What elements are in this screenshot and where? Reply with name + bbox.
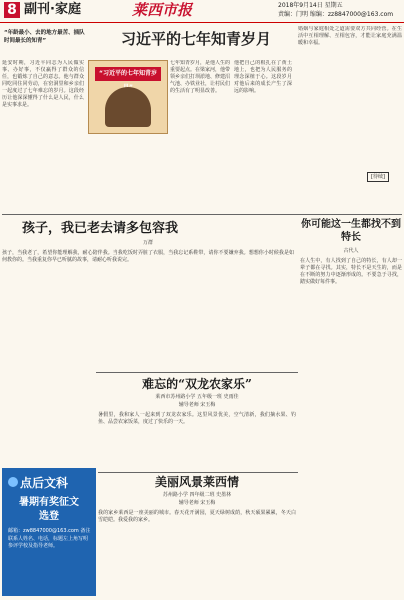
bubble-icon [8, 477, 18, 487]
main-body-col2: 七年知青岁月，是他人生的重要起点。在梁家河，他带领乡亲们打坝淤地、修建沼气池、办铁业社，让村民们的生活有了明显改善。 [170, 60, 230, 94]
cuisine-title: 孩子，我已老去请多包容我 [22, 221, 179, 236]
scenery-block [98, 474, 296, 598]
skills-byline: 古代人 [343, 248, 359, 254]
farm-title: 难忘的“双龙农家乐” [142, 377, 252, 391]
ad-logo: 点后文科 [8, 474, 68, 491]
main-body-col1: 延安时期，习近平同志为人民做实事、办好事，不仅赢得了群众的信任，也锻炼了自己的意志。他与群众同吃同住同劳动，在窑洞里和乡亲们一起度过了七年难忘的岁月。这段经历让他深深懂得了什么是人民，什么是实事求是。 [2, 60, 84, 108]
farm-body: 暑假里，我和家人一起来到了双龙农家乐。这里风景优美，空气清新，我们摘水果、钓鱼、品尝农家饭菜，度过了快乐的一天。 [98, 412, 296, 425]
editor-info: 责编：门明 缩编：zz8847000@163.com [278, 11, 394, 18]
scenery-body: 我的家乡莱西是一座美丽的城市。春天花开满园，夏天绿树成荫，秋天硕果累累，冬天白雪皑皑。我爱我的家乡。 [98, 510, 296, 523]
main-title: 习近平的七年知青岁月 [120, 30, 271, 48]
cuisine-body: 孩子，当我老了，希望你能理解我，耐心陪伴我。当我吃饭时弄脏了衣服，当我忘记系鞋带，请你不要嫌弃我。想想你小时候我是如何教你的。当我重复你早已听腻的故事，请耐心听我说完。 [2, 250, 294, 263]
scenery-title: 美丽风景莱西情 [154, 475, 239, 489]
main-body-col3: 他把自己的根扎在了黄土地上，也把为人民服务的理念深植于心。这段岁月对他后来的成长产生了深远的影响。 [234, 60, 292, 94]
farm-byline: 莱西市苏州路小学 五年级一班 史雨佳 [155, 394, 239, 400]
farm-teacher: 辅导老师 宋玉梅 [178, 402, 216, 408]
scenery-teacher: 辅导老师 宋玉梅 [178, 500, 216, 506]
dateline [278, 1, 393, 19]
masthead [0, 0, 404, 23]
skills-title: 你可能这一生都找不到特长 [301, 219, 401, 243]
brand-title: 莱西市报 [132, 1, 193, 19]
skills-block [300, 218, 402, 468]
section-name: 副刊·家庭 [24, 2, 81, 17]
section-divider-1 [2, 214, 402, 215]
cuisine-byline: 万群 [142, 240, 153, 246]
issue-date: 2018年9月14日 星期五 [278, 2, 343, 9]
farm-block [98, 376, 296, 468]
right-column-text: 婚姻与家庭相处之道需要双方共同经营。在生活中互相理解、互相包容，才能让家庭充满温暖和幸福。 [298, 26, 402, 46]
article-photo [88, 60, 168, 134]
photo-figure [105, 87, 151, 127]
scenery-byline: 苏州路小学 四年级二班 史墨林 [162, 492, 232, 498]
section-divider-3 [98, 472, 298, 473]
page-number: 8 [4, 2, 20, 18]
cuisine-block [2, 218, 294, 368]
main-lead: “年龄最小、去的地方最苦、插队时间最长的知青” [4, 30, 85, 44]
skills-body: 在人生中，有人找到了自己的特长，有人却一辈子都在寻找。其实，特长不是天生的，而是在不断的努力中逐渐形成的。不要急于寻找，踏实做好每件事。 [300, 258, 402, 285]
ad-title: 暑期有奖征文 选登 [19, 497, 79, 522]
continued-stamp: [待续] [367, 172, 389, 182]
photo-caption: “习近平的七年知青岁 [95, 67, 161, 81]
essay-contest-ad [2, 468, 96, 596]
ad-body: 邮箱：zw8847000@163.com 备注联系人姓名、电话，标题左上角写明参评学校及指导老师。 [8, 528, 91, 549]
section-divider-2 [96, 372, 298, 373]
